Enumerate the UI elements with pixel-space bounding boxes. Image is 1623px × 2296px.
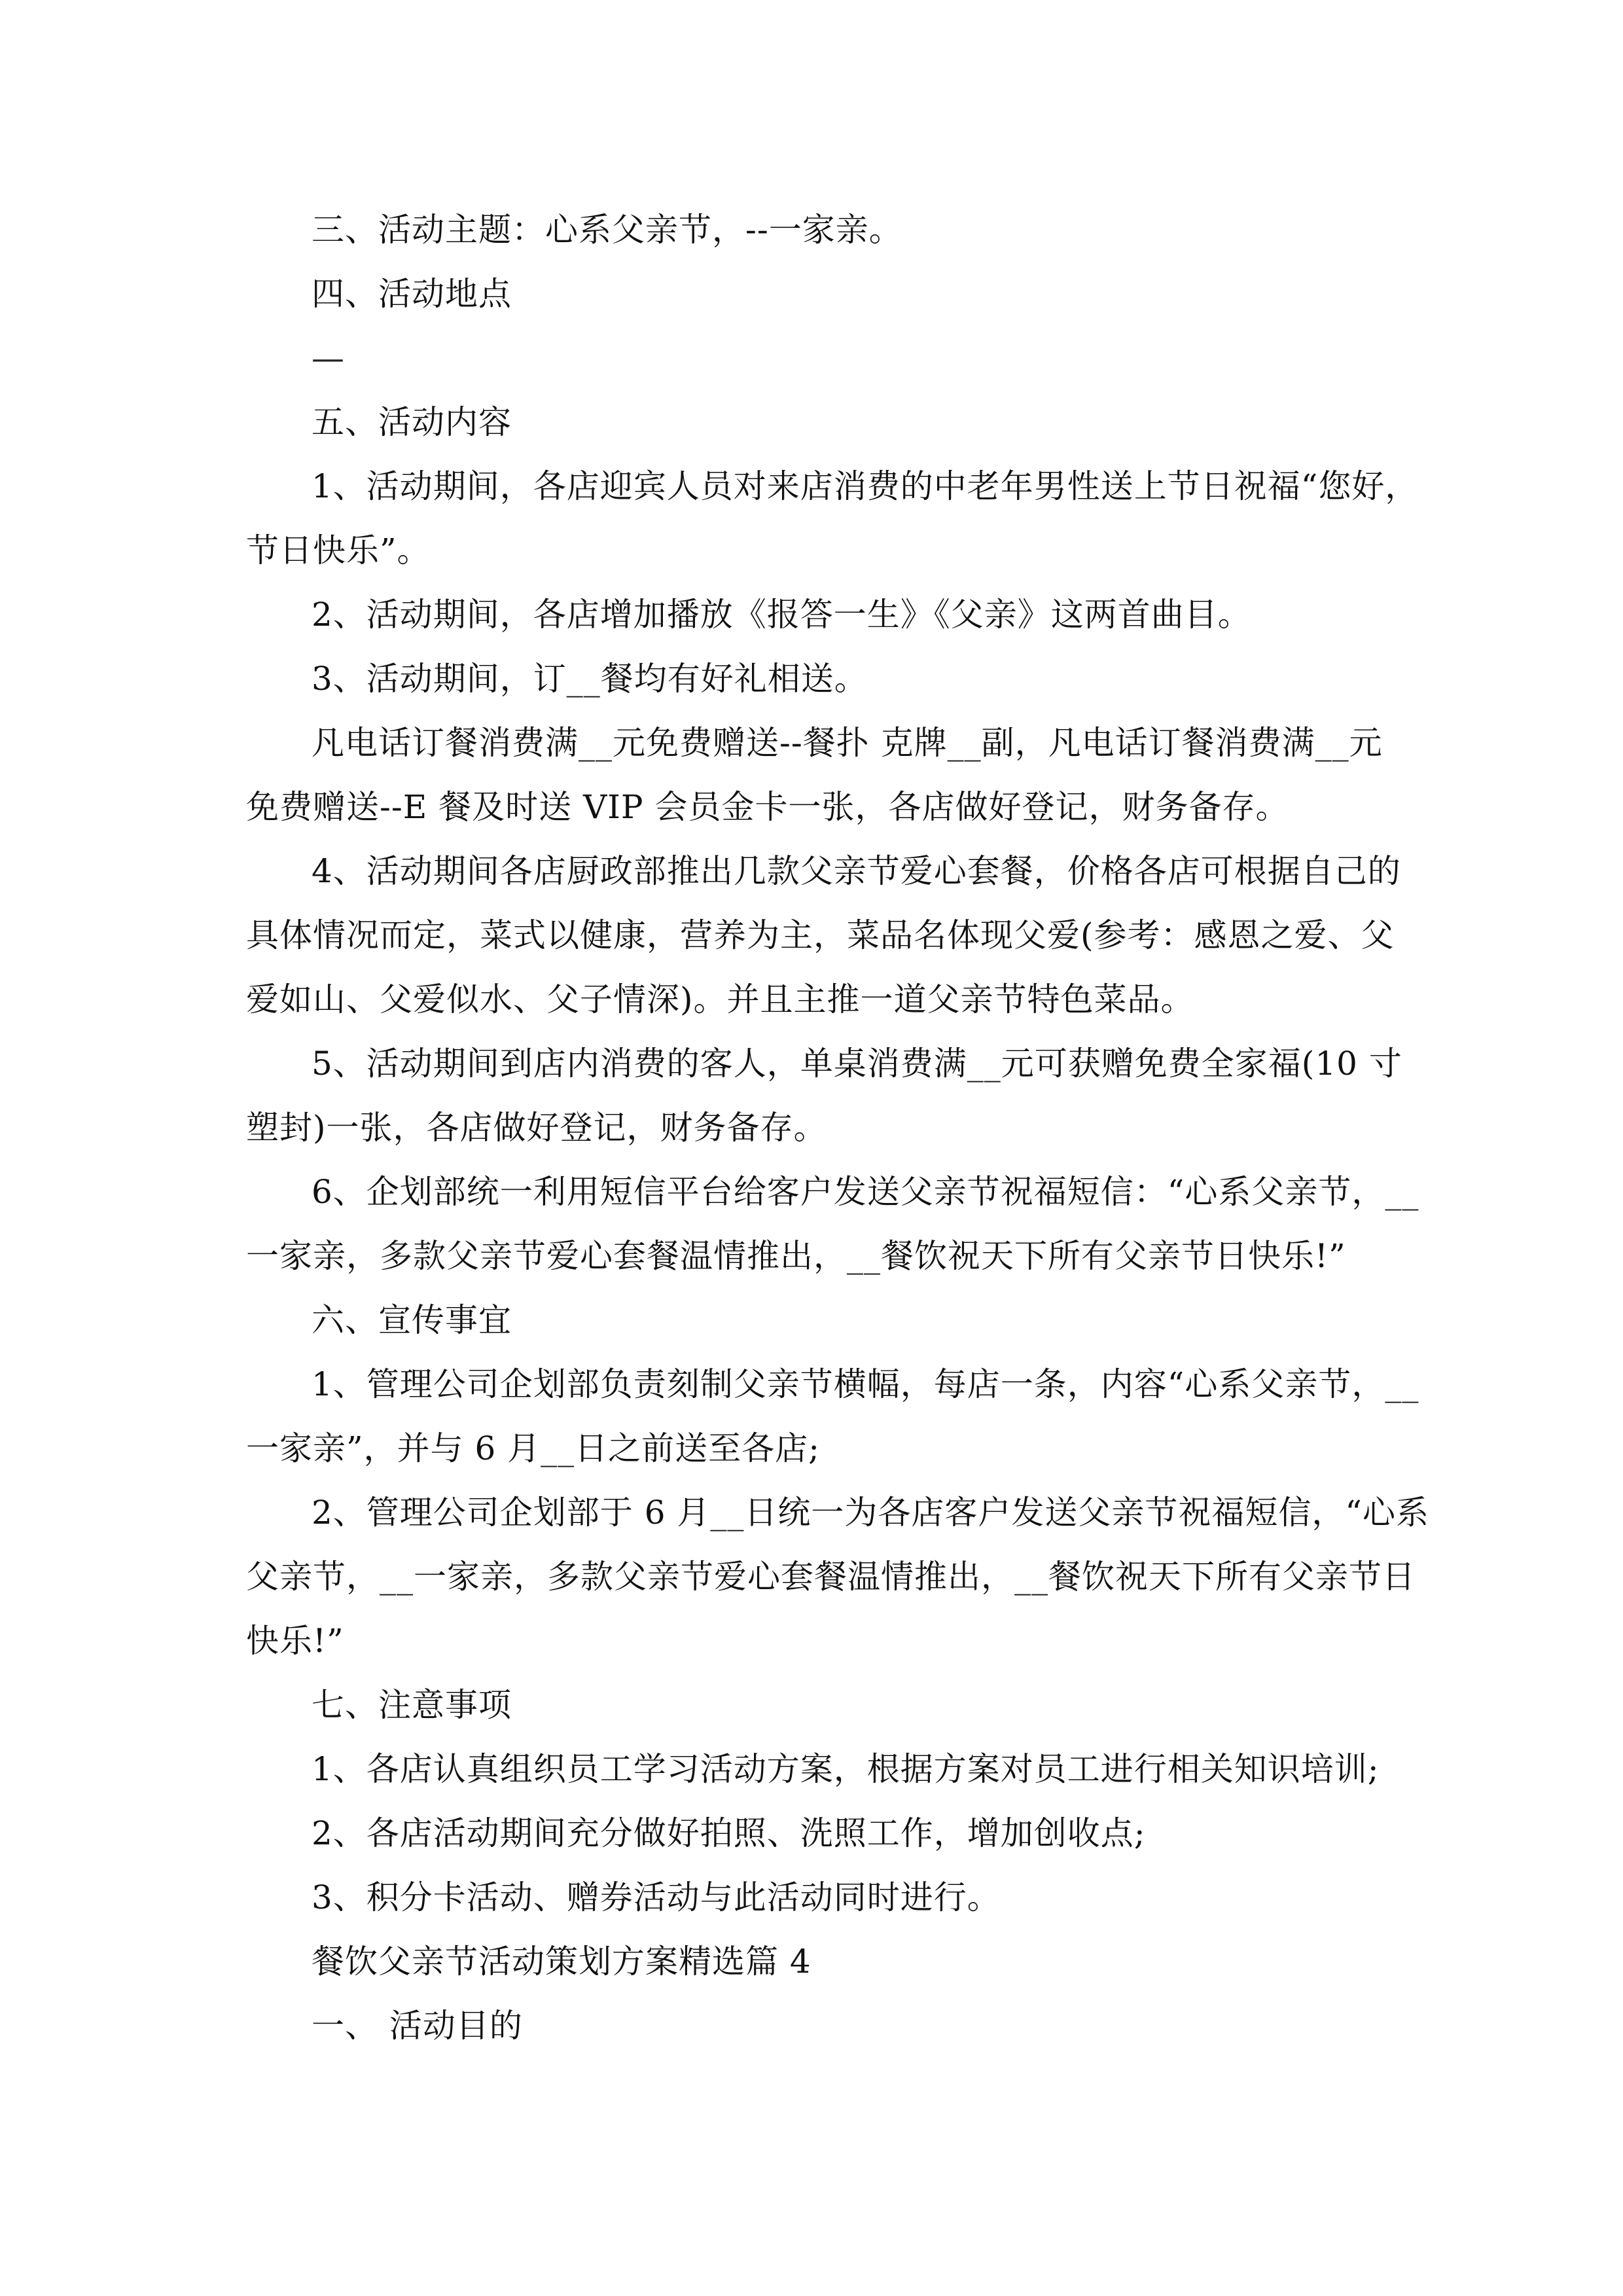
paragraph-line: 凡电话订餐消费满__元免费赠送--餐扑 克牌__副，凡电话订餐消费满__元: [312, 724, 1383, 762]
paragraph-line: 免费赠送--E 餐及时送 VIP 会员金卡一张，各店做好登记，财务备存。: [246, 788, 1289, 826]
paragraph-line: 2、各店活动期间充分做好拍照、洗照工作，增加创收点;: [312, 1814, 1146, 1852]
paragraph-line: 父亲节，__一家亲，多款父亲节爱心套餐温情推出，__餐饮祝天下所有父亲节日: [246, 1558, 1416, 1596]
section-heading-publicity: 六、宣传事宜: [312, 1301, 512, 1339]
paragraph-line: 3、积分卡活动、赠券活动与此活动同时进行。: [312, 1878, 1001, 1916]
paragraph-line: 节日快乐”。: [246, 531, 431, 569]
paragraph-line: 6、企划部统一利用短信平台给客户发送父亲节祝福短信：“心系父亲节，__: [312, 1173, 1419, 1211]
paragraph-line: 快乐!”: [246, 1622, 344, 1660]
paragraph-line: 5、活动期间到店内消费的客人，单桌消费满__元可获赠免费全家福(10 寸: [312, 1045, 1402, 1083]
location-placeholder: —: [312, 339, 344, 377]
paragraph-line: 2、活动期间，各店增加播放《报答一生》《父亲》这两首曲目。: [312, 596, 1251, 634]
section-heading-purpose: 一、 活动目的: [312, 2007, 523, 2045]
paragraph-line: 具体情况而定，菜式以健康，营养为主，菜品名体现父爱(参考：感恩之爱、父: [246, 916, 1395, 954]
paragraph-line: 1、各店认真组织员工学习活动方案，根据方案对员工进行相关知识培训;: [312, 1750, 1380, 1788]
paragraph-line: 塑封)一张，各店做好登记，财务备存。: [246, 1109, 827, 1147]
paragraph-line: 爱如山、父爱似水、父子情深)。并且主推一道父亲节特色菜品。: [246, 980, 1194, 1018]
paragraph-line: 一家亲，多款父亲节爱心套餐温情推出，__餐饮祝天下所有父亲节日快乐!”: [246, 1237, 1346, 1275]
paragraph-line: 3、活动期间，订__餐均有好礼相送。: [312, 660, 868, 698]
paragraph-line: 4、活动期间各店厨政部推出几款父亲节爱心套餐，价格各店可根据自己的: [312, 852, 1401, 890]
section-heading-location: 四、活动地点: [312, 275, 512, 313]
document-body: [246, 198, 1429, 2058]
paragraph-line: 1、活动期间，各店迎宾人员对来店消费的中老年男性送上节日祝福“您好，: [312, 467, 1419, 505]
article-title-part4: 餐饮父亲节活动策划方案精选篇 4: [312, 1943, 812, 1981]
paragraph-line: 2、管理公司企划部于 6 月__日统一为各店客户发送父亲节祝福短信，“心系: [312, 1494, 1429, 1532]
section-heading-theme: 三、活动主题：心系父亲节，--一家亲。: [312, 211, 902, 249]
paragraph-line: 1、管理公司企划部负责刻制父亲节横幅，每店一条，内容“心系父亲节，__: [312, 1365, 1419, 1403]
section-heading-content: 五、活动内容: [312, 403, 512, 441]
section-heading-notes: 七、注意事项: [312, 1686, 512, 1724]
paragraph-line: 一家亲”，并与 6 月__日之前送至各店;: [246, 1429, 821, 1467]
